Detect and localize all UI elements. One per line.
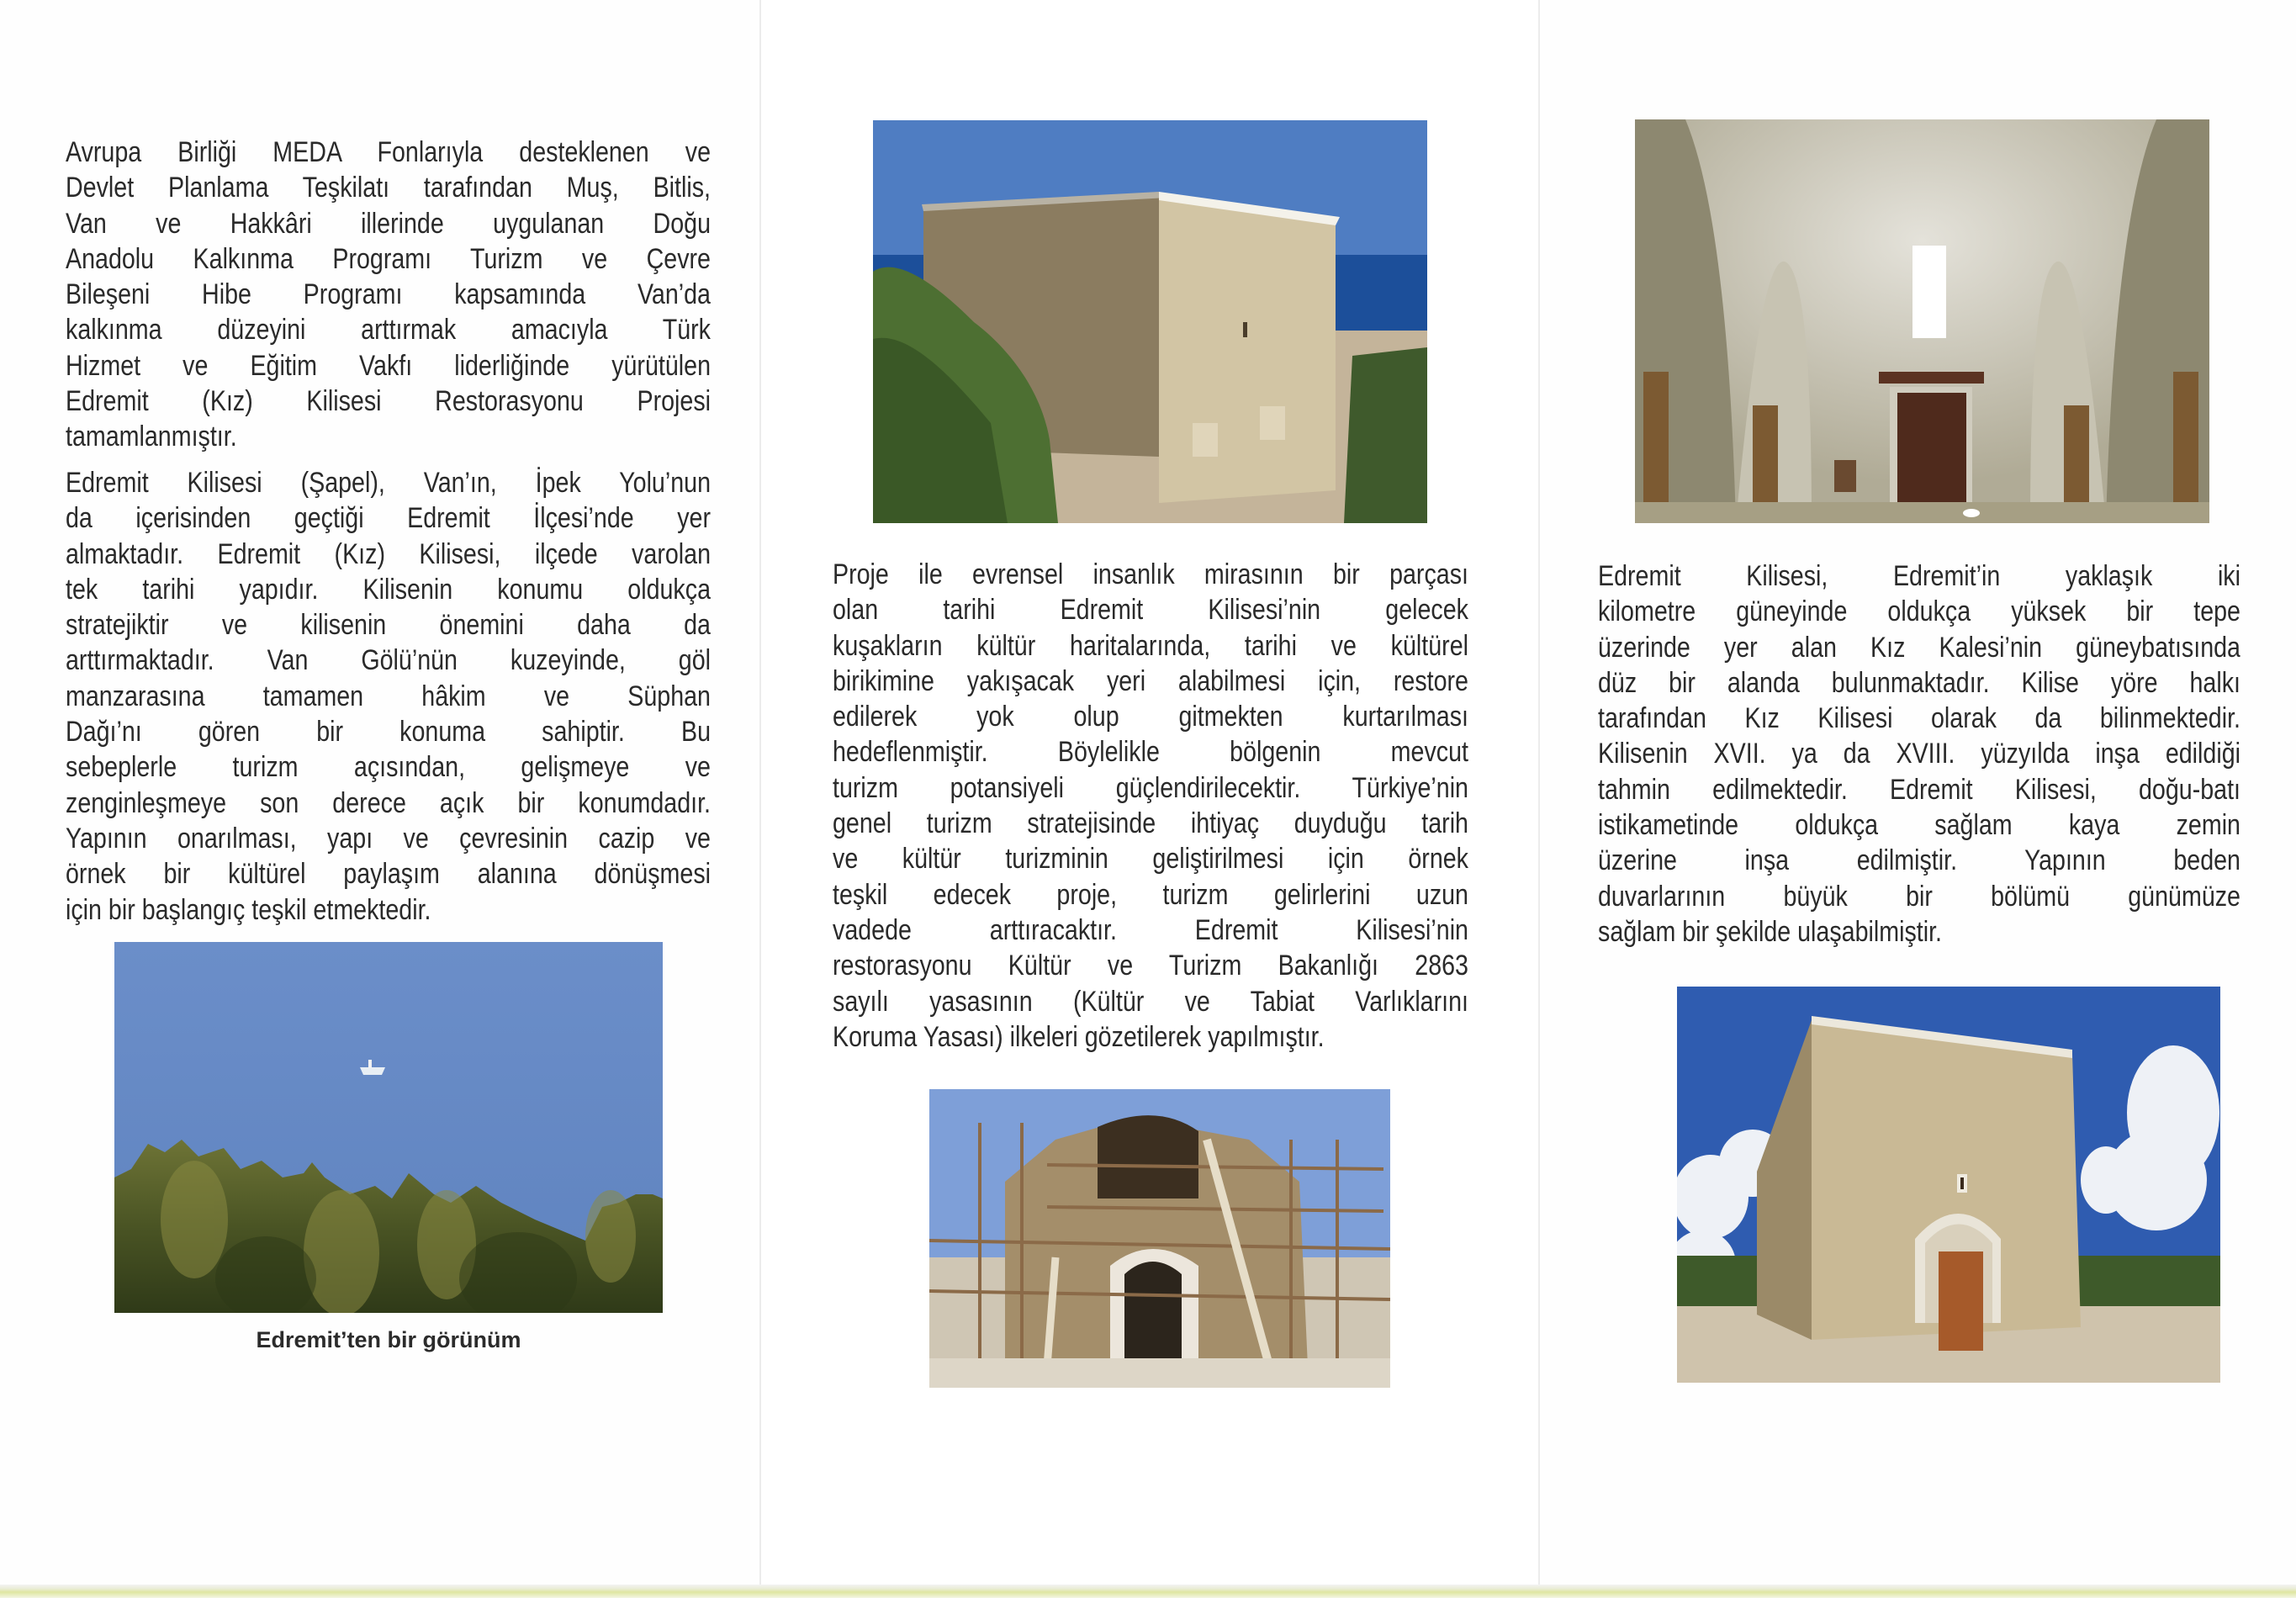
text-line [66, 348, 711, 384]
text-line-content: stratejiktir ve kilisenin önemini daha da [66, 609, 711, 642]
text-line-content: Anadolu Kalkınma Programı Turizm ve Çevre [66, 242, 711, 275]
text-line [833, 770, 1468, 806]
text-line-content: Proje ile evrensel insanlık mirasının bir parçası [833, 558, 1468, 590]
text-line [66, 643, 711, 678]
text-line [833, 557, 1468, 592]
text-line-content: zenginleşmeye son derece açık bir konumdadır. [66, 786, 711, 819]
text-line [66, 856, 711, 892]
text-line [833, 592, 1468, 627]
text-line-content: almaktadır. Edremit (Kız) Kilisesi, ilçede varolan [66, 537, 711, 570]
middle-paragraph [833, 557, 1468, 1055]
text-line-content: Edremit Kilisesi (Şapel), Van’ın, İpek Yolu’nun [66, 467, 711, 499]
text-line [66, 821, 711, 856]
text-line-content: restorasyonu Kültür ve Turizm Bakanlığı 2863 [833, 950, 1468, 982]
photo-church-interior [1635, 119, 2209, 523]
text-line [1598, 914, 2240, 950]
text-line [66, 892, 711, 928]
text-line-content: kuşakların kültür haritalarında, tarihi ve kültürel [833, 629, 1468, 662]
text-line [833, 699, 1468, 734]
text-line [833, 948, 1468, 983]
text-line [66, 241, 711, 277]
text-line-content: kilometre güneyinde oldukça yüksek bir tepe [1598, 595, 2240, 628]
text-line [833, 1019, 1468, 1055]
text-line [66, 384, 711, 419]
text-line-content: Yapının onarılması, yapı ve çevresinin cazip ve [66, 822, 711, 855]
text-line [1598, 558, 2240, 594]
text-line [66, 277, 711, 312]
photo-restoration-scaffolding [929, 1089, 1390, 1388]
text-line [66, 714, 711, 749]
text-line-content: için bir başlangıç teşkil etmektedir. [66, 893, 431, 926]
photo-church-facade [1677, 987, 2220, 1383]
text-line [1598, 807, 2240, 843]
text-line-content: teşkil edecek proje, turizm gelirlerini uzun [833, 878, 1468, 911]
text-line-content: Koruma Yasası) ilkeleri gözetilerek yapılmıştır. [833, 1020, 1325, 1053]
text-line-content: üzerinde yer alan Kız Kalesi’nin güneybatısında [1598, 631, 2240, 664]
text-line-content: sağlam bir şekilde ulaşabilmiştir. [1598, 915, 1943, 948]
text-line [833, 664, 1468, 699]
text-line [66, 786, 711, 821]
text-line-content: sayılı yasasının (Kültür ve Tabiat Varlıklarını [833, 985, 1468, 1018]
text-line-content: Van ve Hakkâri illerinde uygulanan Doğu [66, 207, 711, 240]
text-line [1598, 665, 2240, 701]
right-paragraph [1598, 558, 2240, 950]
text-line [833, 877, 1468, 913]
text-line-content: da içerisinden geçtiği Edremit İlçesi’nde yer [66, 502, 711, 535]
text-line [1598, 594, 2240, 629]
text-line [66, 572, 711, 607]
text-line-content: kalkınma düzeyini arttırmak amacıyla Türk [66, 314, 711, 347]
scaffolding-image [929, 1089, 1390, 1388]
text-line-content: tek tarihi yapıdır. Kilisenin konumu oldukça [66, 573, 711, 606]
text-line-content: hedeflenmiştir. Böylelikle bölgenin mevcut [833, 736, 1468, 769]
text-line-content: birikimine yakışacak yeri alabilmesi için, restore [833, 664, 1468, 697]
text-line-content: sebeplerle turizm açısından, gelişmeye ve [66, 751, 711, 784]
text-line [66, 500, 711, 536]
text-line [66, 312, 711, 347]
text-line-content: tahmin edilmektedir. Edremit Kilisesi, doğu-batı [1598, 773, 2240, 806]
text-line [66, 465, 711, 500]
photo-caption: Edremit’ten bir görünüm [256, 1327, 521, 1352]
left-paragraph-2 [66, 465, 711, 928]
text-line [833, 984, 1468, 1019]
text-line-content: turizm potansiyeli güçlendirilecektir. Türkiye’nin [833, 771, 1468, 804]
text-line-content: Avrupa Birliği MEDA Fonlarıyla desteklenen ve [66, 136, 711, 168]
church-facade-image [1677, 987, 2220, 1383]
text-line-content: Hizmet ve Eğitim Vakfı liderliğinde yürütülen [66, 349, 711, 382]
text-line [833, 913, 1468, 948]
text-line-content: Dağı’nı gören bir konuma sahiptir. Bu [66, 716, 711, 749]
text-line-content: olan tarihi Edremit Kilisesi’nin gelecek [833, 594, 1468, 627]
text-line [66, 170, 711, 205]
text-line-content: Bileşeni Hibe Programı kapsamında Van’da [66, 278, 711, 311]
text-line-content: manzarasına tamamen hâkim ve Süphan [66, 680, 711, 712]
text-line [66, 135, 711, 170]
text-line [66, 607, 711, 643]
text-line [1598, 879, 2240, 914]
text-line-content: genel turizm stratejisinde ihtiyaç duyduğu tarih [833, 807, 1468, 840]
text-line [66, 749, 711, 785]
text-line-content: örnek bir kültürel paylaşım alanına dönüşmesi [66, 858, 711, 891]
left-paragraph-1 [66, 135, 711, 455]
fold-line-right [1538, 0, 1540, 1588]
text-line [1598, 701, 2240, 736]
text-line [833, 734, 1468, 770]
text-line [66, 419, 711, 454]
fold-line-left [759, 0, 761, 1588]
text-line-content: üzerine inşa edilmiştir. Yapının beden [1598, 844, 2240, 877]
text-line [66, 206, 711, 241]
text-line [1598, 772, 2240, 807]
text-line [1598, 630, 2240, 665]
text-line-content: vadede arttıracaktır. Edremit Kilisesi’nin [833, 913, 1468, 946]
text-line-content: Devlet Planlama Teşkilatı tarafından Muş, Bitlis, [66, 172, 711, 204]
lake-view-image [114, 942, 663, 1313]
text-line-content: düz bir alanda bulunmaktadır. Kilise yöre halkı [1598, 666, 2240, 699]
text-line-content: istikametinde oldukça sağlam kaya zemin [1598, 809, 2240, 842]
text-line-content: tarafından Kız Kilisesi olarak da bilinmektedir. [1598, 702, 2240, 735]
church-exterior-image [873, 120, 1427, 523]
text-line [66, 537, 711, 572]
text-line-content: arttırmaktadır. Van Gölü’nün kuzeyinde, göl [66, 644, 711, 677]
text-line-content: duvarlarının büyük bir bölümü günümüze [1598, 880, 2240, 913]
photo-church-exterior-sea [873, 120, 1427, 523]
text-line-content: edilerek yok olup gitmekten kurtarılması [833, 701, 1468, 733]
text-line [833, 841, 1468, 876]
text-line [1598, 843, 2240, 878]
text-line-content: Kilisenin XVII. ya da XVIII. yüzyılda inşa edildiği [1598, 738, 2240, 770]
text-line-content: Edremit (Kız) Kilisesi Restorasyonu Projesi [66, 385, 711, 418]
text-line [66, 679, 711, 714]
scan-bottom-edge [0, 1585, 2296, 1598]
text-line-content: tamamlanmıştır. [66, 421, 237, 453]
text-line [833, 806, 1468, 841]
church-interior-image [1635, 119, 2209, 523]
text-line-content: ve kültür turizminin geliştirilmesi için örnek [833, 843, 1468, 876]
photo-lake-view [114, 942, 663, 1313]
text-line [1598, 736, 2240, 771]
text-line [833, 628, 1468, 664]
text-line-content: Edremit Kilisesi, Edremit’in yaklaşık iki [1598, 560, 2240, 592]
